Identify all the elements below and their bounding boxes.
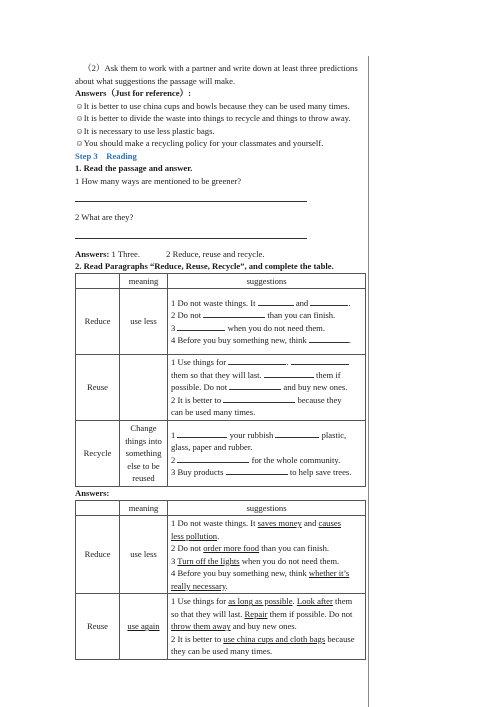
header-suggestions: suggestions bbox=[168, 273, 366, 289]
blank[interactable] bbox=[264, 369, 314, 378]
blank[interactable] bbox=[291, 356, 349, 365]
blank[interactable] bbox=[309, 334, 349, 343]
blank[interactable] bbox=[275, 429, 319, 438]
meaning-reduce: use less bbox=[120, 289, 168, 355]
category-reuse: Reuse bbox=[76, 594, 120, 660]
prediction-item: ☺It is necessary to use less plastic bags. bbox=[75, 125, 215, 136]
category-recycle: Recycle bbox=[76, 421, 120, 487]
meaning-reuse: use again bbox=[120, 594, 168, 660]
blank[interactable] bbox=[177, 322, 225, 331]
blank[interactable] bbox=[228, 356, 286, 365]
question-1: 1 How many ways are mentioned to be greener? bbox=[75, 175, 242, 186]
blank[interactable] bbox=[203, 309, 265, 318]
answer-1: 1 Three. bbox=[111, 248, 141, 259]
prediction-item: ☺It is better to divide the waste into things to recycle and things to throw away. bbox=[75, 113, 351, 123]
answers-heading: Answers: bbox=[75, 488, 110, 498]
meaning-reduce: use less bbox=[120, 516, 168, 594]
header-meaning: meaning bbox=[120, 273, 168, 289]
prediction-item: ☺You should make a recycling policy for your classmates and yourself. bbox=[75, 138, 324, 148]
task-line: （2）Ask them to work with a partner and write down at least three predictions bbox=[83, 63, 358, 73]
step-heading: Step 3 Reading bbox=[75, 150, 137, 161]
blank[interactable] bbox=[229, 381, 281, 390]
answer-blank-1[interactable] bbox=[75, 201, 307, 202]
section-subheading: 1. Read the passage and answer. bbox=[75, 163, 193, 173]
exercise-table bbox=[75, 273, 366, 488]
answer-2: 2 Reduce, reuse and recycle. bbox=[166, 248, 265, 259]
suggestions-reduce: 1 Do not waste things. It and . 2 Do not than you can finish. 3 when you do not need them. 4 Before you buy something new, think . bbox=[168, 289, 366, 355]
blank[interactable] bbox=[258, 297, 294, 306]
suggestions-reuse: 1 Use things for . them so that they will last. them if possible. Do not and buy new ones. 2 It is better to because they can be used many times. bbox=[168, 355, 366, 421]
answer-suggestions-reduce: 1 Do not waste things. It saves money and causes less pollution. 2 Do not order more food than you can finish. 3 Turn off the lights when you do not need them. 4 Before you buy something new, think whether it’s really necessary. bbox=[168, 516, 366, 594]
answers-label: Answers（Just for reference）: bbox=[75, 88, 191, 98]
answer-blank-2[interactable] bbox=[75, 238, 307, 239]
task-line: about what suggestions the passage will make. bbox=[75, 75, 236, 86]
blank[interactable] bbox=[310, 297, 348, 306]
table-heading: 2. Read Paragraphs “Reduce, Reuse, Recycle”, and complete the table. bbox=[75, 261, 334, 271]
question-2: 2 What are they? bbox=[75, 212, 134, 222]
header-meaning: meaning bbox=[120, 500, 168, 516]
blank[interactable] bbox=[177, 454, 249, 463]
blank[interactable] bbox=[177, 429, 227, 438]
suggestions-recycle: 1 your rubbish plastic, glass, paper and rubber. 2 for the whole community. 3 Buy products to help save trees. bbox=[168, 421, 366, 487]
meaning-recycle: Change things into something else to be reused bbox=[120, 421, 168, 487]
empty-header-cell bbox=[76, 273, 120, 289]
blank[interactable] bbox=[226, 466, 288, 475]
prediction-item: ☺It is better to use china cups and bowls because they can be used many times. bbox=[75, 100, 350, 111]
category-reuse: Reuse bbox=[76, 355, 120, 421]
answers-table bbox=[75, 500, 366, 661]
meaning-reuse-blank[interactable] bbox=[120, 355, 168, 421]
answers-label: Answers: bbox=[75, 248, 110, 259]
content-column bbox=[75, 62, 365, 660]
category-reduce: Reduce bbox=[76, 516, 120, 594]
blank[interactable] bbox=[223, 394, 295, 403]
empty-header-cell bbox=[76, 500, 120, 516]
margin-rule bbox=[368, 56, 369, 707]
header-suggestions: suggestions bbox=[168, 500, 366, 516]
category-reduce: Reduce bbox=[76, 289, 120, 355]
answer-suggestions-reuse: 1 Use things for as long as possible. Look after them so that they will last. Repair them if possible. Do not throw them away and buy new ones. 2 It is better to use china cups and cloth bags because they can be used many times. bbox=[168, 594, 366, 660]
step3-answers bbox=[75, 248, 365, 261]
